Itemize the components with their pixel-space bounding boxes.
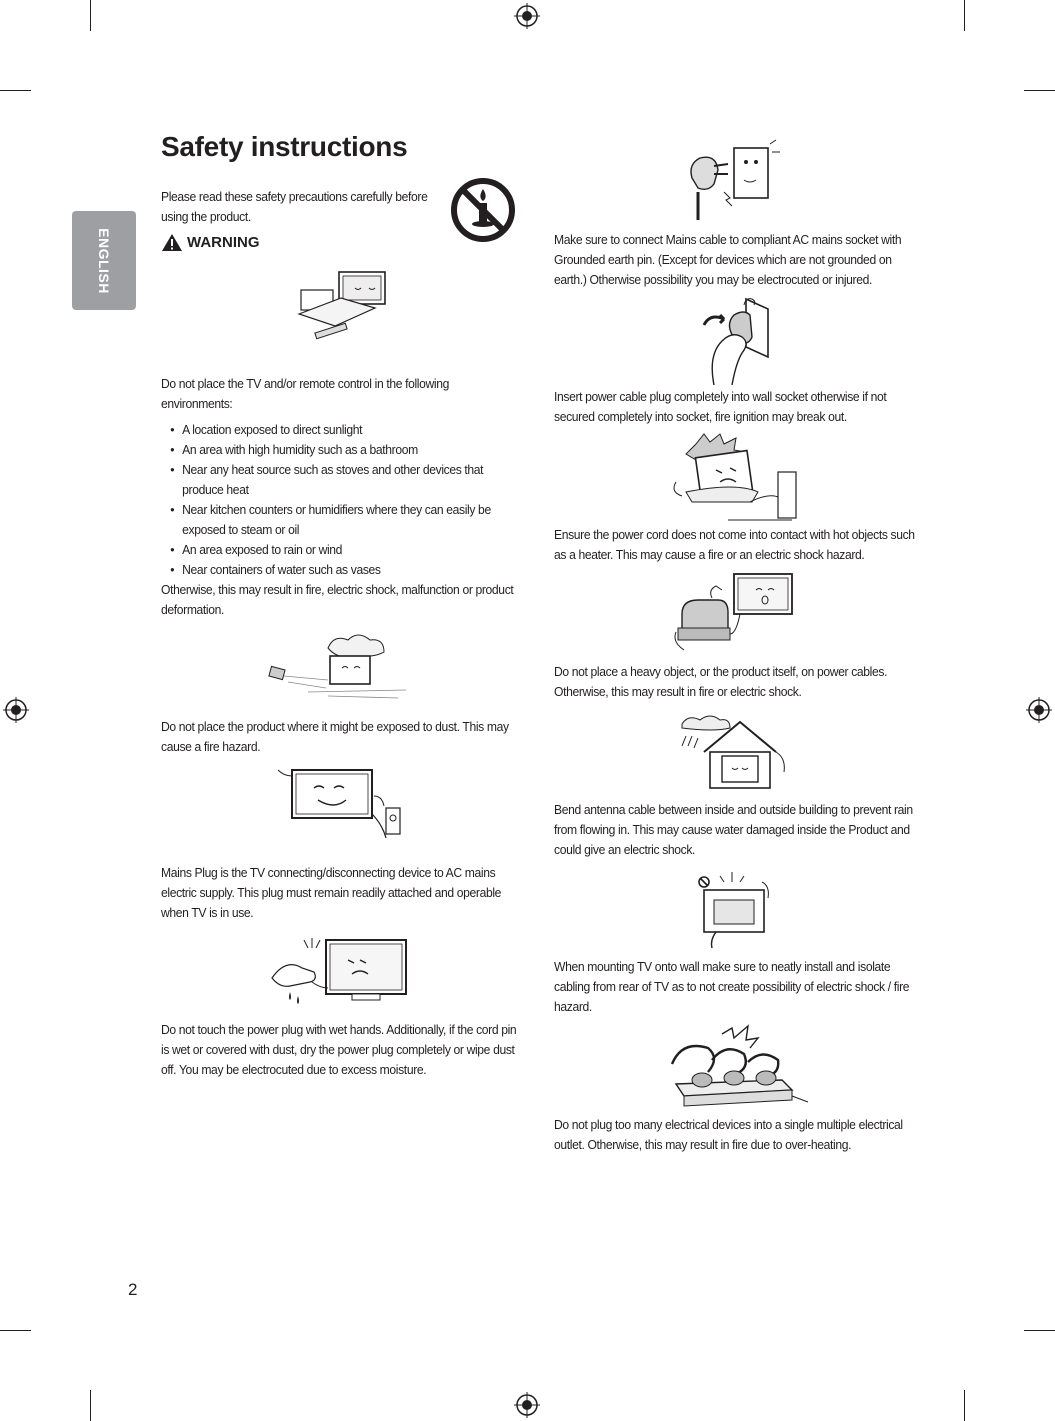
insert-plug-text: Insert power cable plug completely into wall socket otherwise if not secured completely into socket, fire ignition may break out. [554, 389, 887, 424]
crop-mark [90, 1390, 91, 1421]
environments-section [161, 374, 524, 620]
list-item: • Near kitchen counters or humidifiers where they can easily be exposed to steam or oil [161, 500, 504, 540]
language-tab [72, 211, 136, 310]
registration-mark-icon [1026, 697, 1052, 723]
warning-label: WARNING [187, 233, 260, 251]
list-item: • A location exposed to direct sunlight [161, 420, 524, 440]
list-item: • Near any heat source such as stoves and other devices that produce heat [161, 460, 486, 500]
intro-text [161, 187, 437, 227]
mains-plug-illustration [274, 766, 412, 844]
antenna-rain-illustration [676, 712, 796, 792]
dust-illustration [268, 630, 410, 702]
page-number: 2 [128, 1280, 138, 1299]
heavy-object-illustration [672, 570, 800, 658]
environments-intro: environments: [161, 396, 233, 411]
list-item: • An area exposed to rain or wind [161, 540, 524, 560]
intro-line: using the product. [161, 209, 251, 224]
list-item: • An area with high humidity such as a bathroom [161, 440, 524, 460]
insert-plug-illustration [700, 295, 780, 385]
crop-mark [1024, 1330, 1055, 1331]
page-title: Safety instructions [161, 131, 408, 162]
heavy-object-text: Do not place a heavy object, or the product itself, on power cables. Otherwise, this may result in fire or electric shock. [554, 664, 888, 699]
crop-mark [0, 90, 31, 91]
no-candle-icon [450, 177, 516, 243]
wet-hands-text: Do not touch the power plug with wet hands. Additionally, if the cord pin is wet or covered with dust, dry the power plug completely or wipe dust off. You may be electrocuted due to excess moisture. [161, 1022, 517, 1077]
registration-mark-icon [3, 697, 29, 723]
warning-heading [161, 231, 260, 253]
crop-mark [0, 1330, 31, 1331]
crop-mark [964, 1390, 965, 1421]
warning-triangle-icon [161, 233, 183, 252]
crop-mark [1024, 90, 1055, 91]
hot-objects-text: Ensure the power cord does not come into contact with hot objects such as a heater. This may cause a fire or an electric shock hazard. [554, 527, 915, 562]
intro-line: Please read these safety precautions carefully before [161, 189, 428, 204]
list-item: • Near containers of water such as vases [161, 560, 524, 580]
wall-mount-text: When mounting TV onto wall make sure to neatly install and isolate cabling from rear of TV as to not create possibility of electric shock / fire hazard. [554, 959, 910, 1014]
multiple-outlet-illustration [662, 1020, 810, 1112]
registration-mark-icon [514, 1392, 540, 1418]
wall-mount-illustration [696, 870, 776, 950]
language-tab-label: ENGLISH [96, 228, 112, 294]
tv-sunlight-illustration [295, 268, 395, 344]
antenna-text: Bend antenna cable between inside and outside building to prevent rain from flowing in. This may cause water damaged inside the Product and could give an electric shock. [554, 802, 913, 857]
crop-mark [90, 0, 91, 31]
wet-hands-illustration [268, 932, 418, 1016]
grounded-socket-illustration [684, 138, 784, 222]
environments-intro: Do not place the TV and/or remote control in the following [161, 376, 449, 391]
multiple-outlet-text: Do not plug too many electrical devices into a single multiple electrical outlet. Otherwise, this may result in fire due to over-heating. [554, 1117, 903, 1152]
heater-illustration [672, 430, 798, 522]
mains-plug-text: Mains Plug is the TV connecting/disconnecting device to AC mains electric supply. This plug must remain readily attached and operable when TV is in use. [161, 865, 502, 920]
registration-mark-icon [514, 3, 540, 29]
grounded-text: Make sure to connect Mains cable to compliant AC mains socket with Grounded earth pin. (Except for devices which are not grounded on earth.) Otherwise possibility you may be electrocuted or injured. [554, 232, 902, 287]
environments-outro: Otherwise, this may result in fire, electric shock, malfunction or product deformation. [161, 582, 514, 617]
crop-mark [964, 0, 965, 31]
dust-text: Do not place the product where it might be exposed to dust. This may cause a fire hazard. [161, 719, 509, 754]
environments-list [161, 420, 524, 580]
